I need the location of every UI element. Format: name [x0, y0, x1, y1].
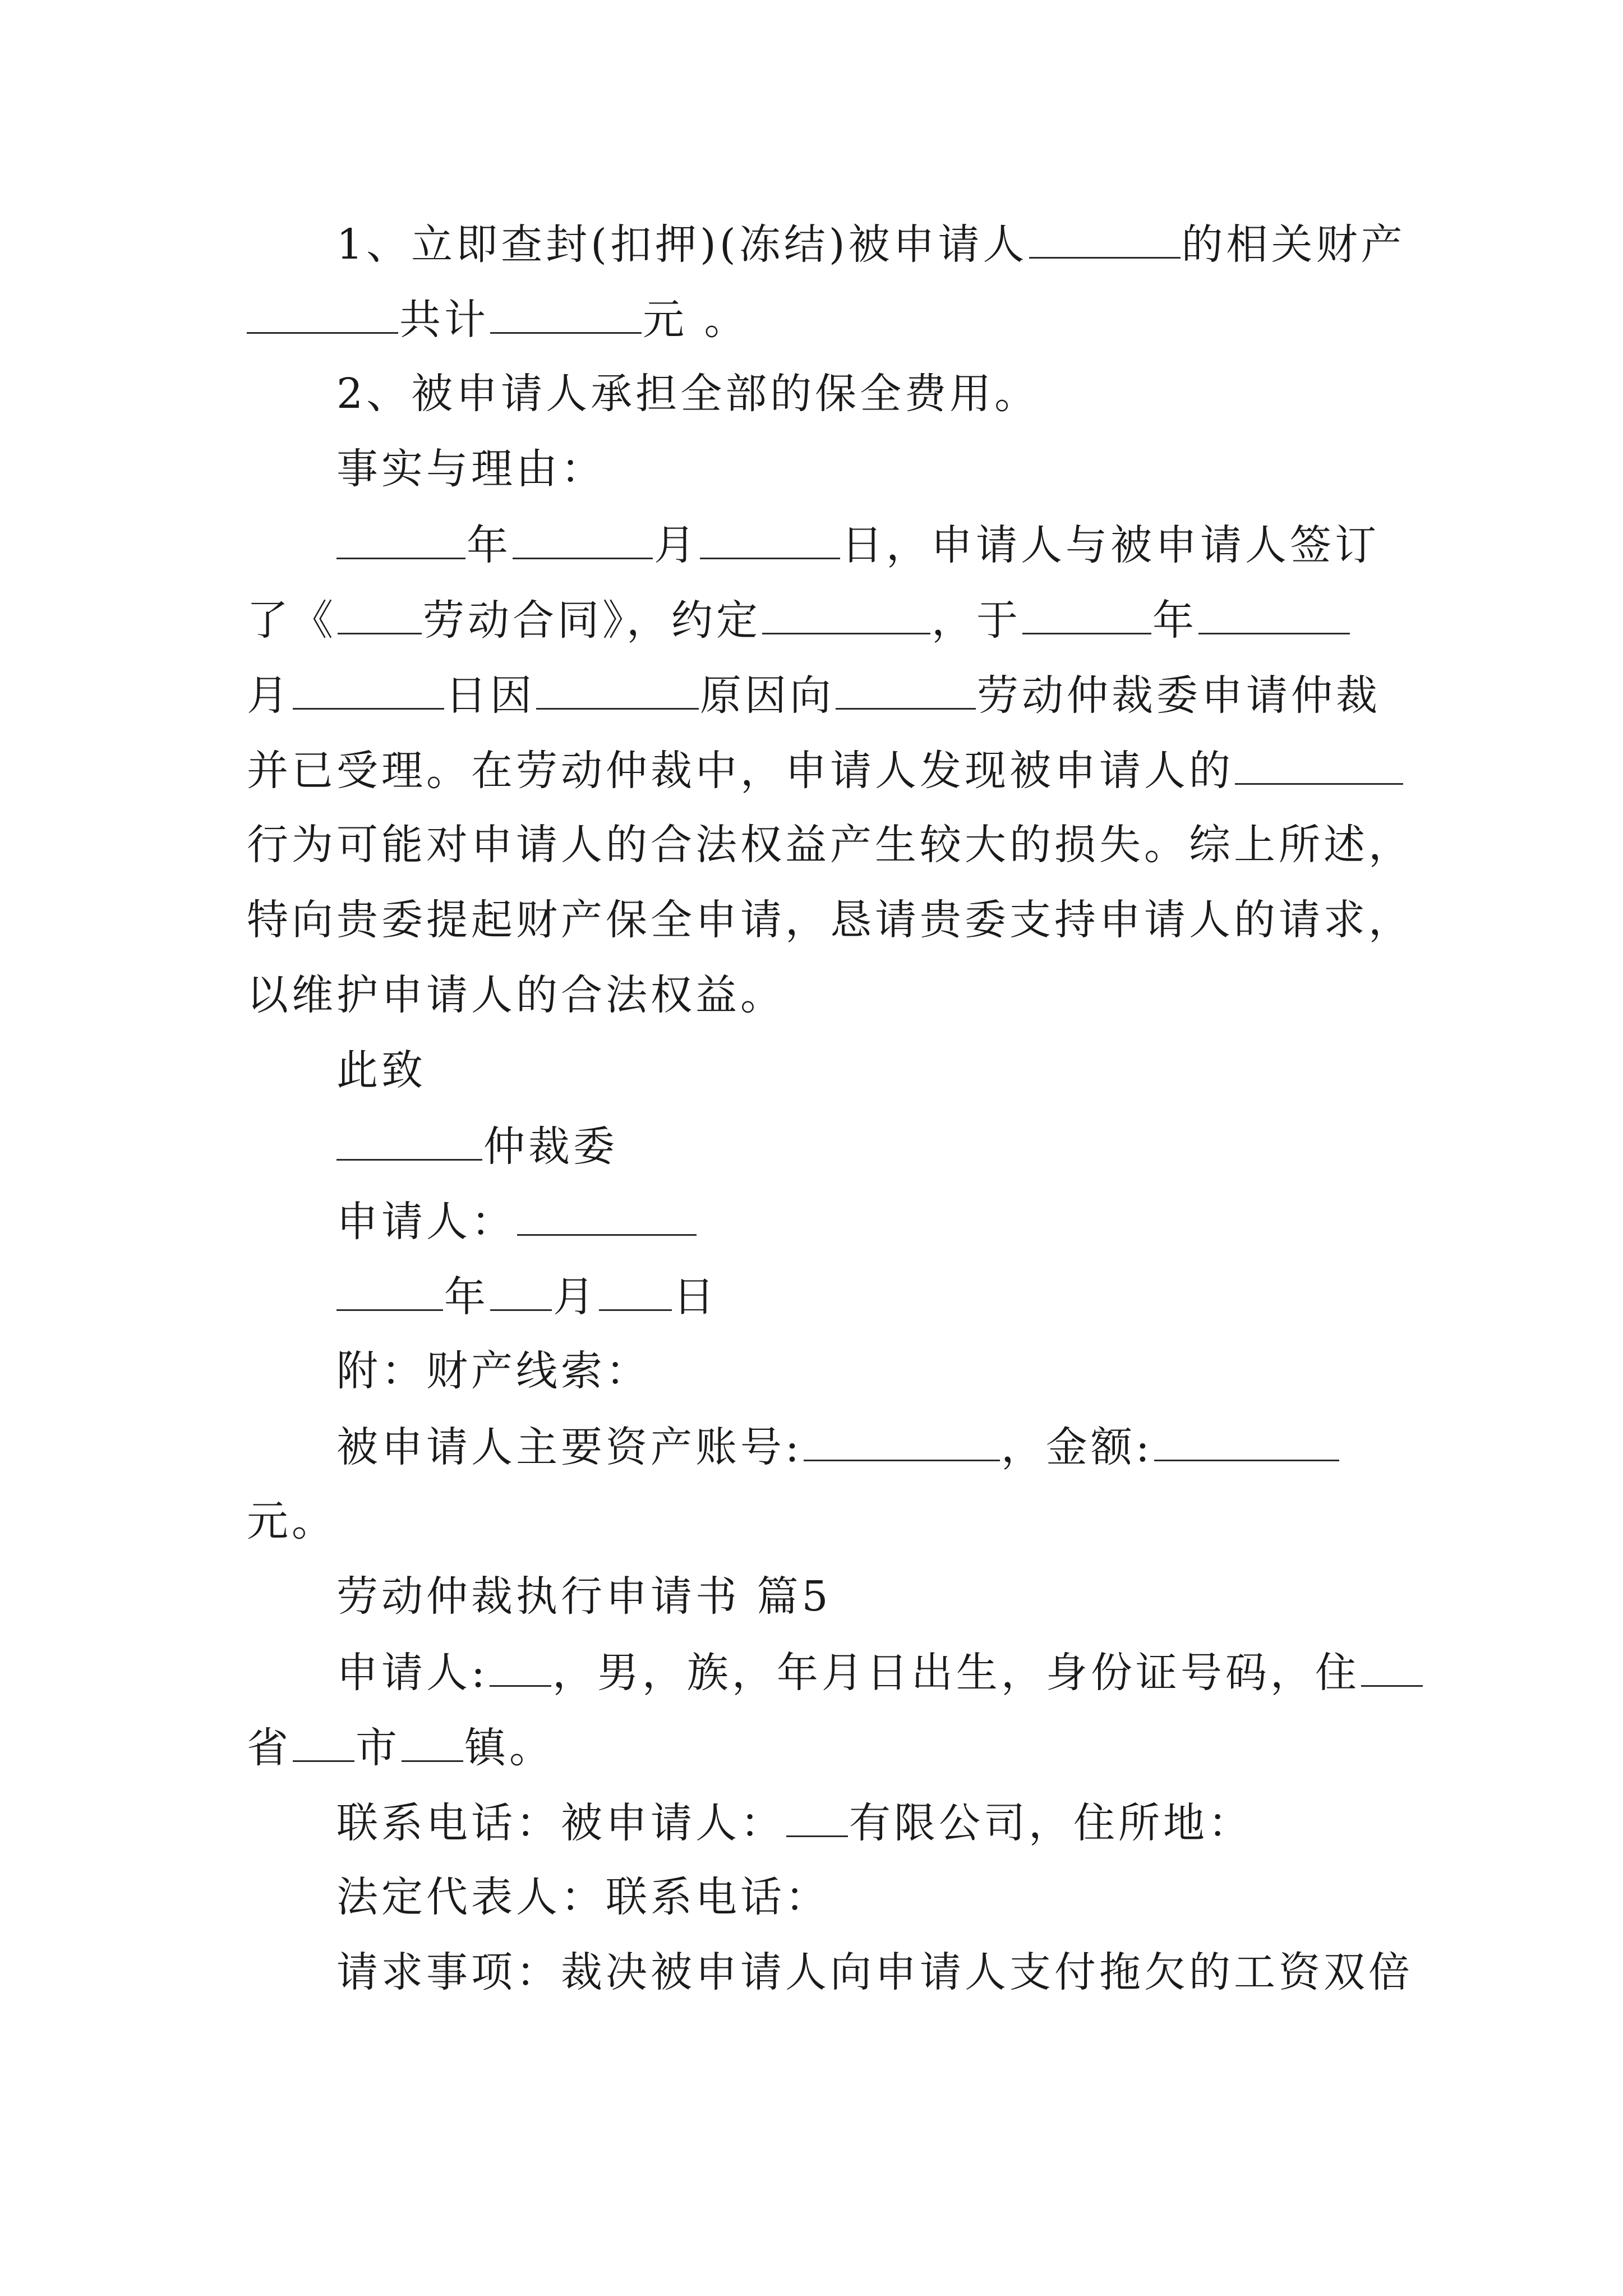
blank-contract-type [338, 591, 422, 634]
blank-applicant-name [517, 1193, 697, 1236]
text: ，男，族，年月日出生，身份证号码，住 [552, 1649, 1360, 1697]
text: 年 [467, 521, 511, 569]
text: 的相关财产 [1181, 220, 1406, 269]
applicant-info-line-2 [247, 1719, 1402, 1775]
section-title: 劳动仲裁执行申请书 篇5 [336, 1572, 832, 1621]
text: 并已受理。在劳动仲裁中，申请人发现被申请人的 [247, 747, 1234, 795]
blank-sign-month [490, 1268, 552, 1311]
blank-month-2 [293, 666, 444, 710]
text: 了《 [247, 596, 336, 645]
facts-line-6: 特向贵委提起财产保全申请，恳请贵委支持申请人的请求， [247, 896, 1413, 944]
facts-line-1 [336, 516, 1402, 572]
attachment-heading: 附：财产线索： [336, 1347, 651, 1395]
text: 市 [356, 1724, 400, 1772]
blank-agreement [762, 591, 930, 634]
blank-sign-day [599, 1268, 672, 1311]
blank-reason [536, 666, 699, 710]
text: 有限公司，住所地： [849, 1799, 1253, 1847]
text: 年 [444, 1273, 489, 1321]
blank-year-2 [1022, 591, 1151, 634]
date-line [336, 1268, 1402, 1324]
blank-behavior [1235, 742, 1403, 785]
text: 镇。 [464, 1724, 554, 1772]
text: 月 [553, 1273, 598, 1321]
text: 被申请人主要资产账号: [336, 1423, 803, 1471]
request-item-1-line-2 [247, 291, 1402, 347]
text: 日 [673, 1273, 718, 1321]
text: 月 [654, 521, 699, 569]
text: 申请人: [336, 1649, 488, 1697]
legal-representative-line: 法定代表人：联系电话： [336, 1873, 830, 1921]
yuan-line: 元。 [247, 1497, 336, 1545]
text: 联系电话：被申请人： [336, 1799, 785, 1847]
blank-province [293, 1719, 354, 1762]
request-item-2: 2、被申请人承担全部的保全费用。 [336, 370, 1040, 418]
blank-applicant [490, 1644, 551, 1687]
applicant-info-line-1 [336, 1644, 1402, 1700]
blank-city [402, 1719, 463, 1762]
text: 劳动仲裁委申请仲裁 [977, 671, 1381, 720]
text: 元 。 [643, 296, 749, 344]
blank-respondent [1029, 215, 1181, 259]
text: 1、立即查封(扣押)(冻结)被申请人 [336, 220, 1028, 269]
text: 月 [247, 671, 292, 720]
text: ，金额: [1000, 1423, 1153, 1471]
blank-company [786, 1794, 848, 1837]
text: 仲裁委 [483, 1122, 618, 1171]
blank-committee-name [336, 1117, 482, 1161]
text: 原因向 [700, 671, 834, 720]
blank-sign-year [336, 1268, 443, 1311]
blank-month [513, 516, 653, 559]
facts-line-5: 行为可能对申请人的合法权益产生较大的损失。综上所述， [247, 821, 1413, 869]
blank-day [700, 516, 840, 559]
facts-heading: 事实与理由： [336, 445, 606, 493]
contact-line [336, 1794, 1402, 1850]
text: 劳动合同》，约定 [423, 596, 761, 645]
text: 日，申请人与被申请人签订 [841, 521, 1380, 569]
blank-year [336, 516, 465, 559]
request-line: 请求事项：裁决被申请人向申请人支付拖欠的工资双倍 [336, 1948, 1413, 1996]
salutation: 此致 [336, 1046, 426, 1094]
blank-account [804, 1418, 1000, 1461]
blank-tail [1198, 591, 1350, 634]
blank-address [1361, 1644, 1423, 1687]
blank-committee [836, 666, 976, 710]
facts-line-3 [247, 666, 1402, 723]
text: 省 [247, 1724, 292, 1772]
text: 年 [1152, 596, 1197, 645]
facts-line-2 [247, 591, 1402, 647]
text: ，于 [932, 596, 1021, 645]
recipient-line [336, 1117, 1402, 1174]
applicant-signature-line [336, 1193, 1402, 1249]
blank-property [247, 291, 398, 334]
facts-line-7: 以维护申请人的合法权益。 [247, 971, 785, 1019]
facts-line-4 [247, 742, 1402, 798]
blank-amount [490, 291, 642, 334]
account-line [336, 1418, 1402, 1474]
text: 申请人： [336, 1198, 516, 1246]
request-item-1-line-1 [336, 215, 1406, 272]
blank-amount-2 [1154, 1418, 1339, 1461]
text: 共计 [399, 296, 489, 344]
text: 日因 [445, 671, 535, 720]
